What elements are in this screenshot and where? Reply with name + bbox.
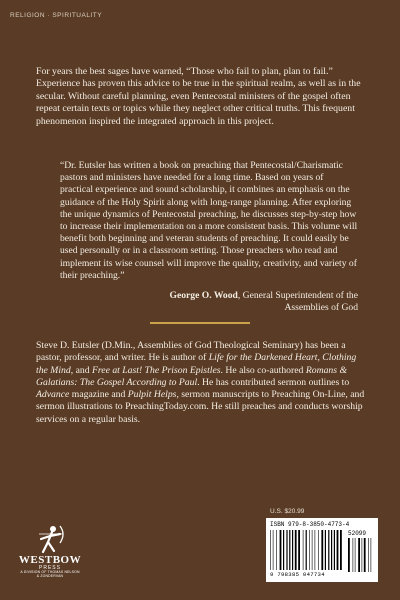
publisher-press: PRESS xyxy=(39,565,61,571)
barcode-bar xyxy=(328,530,329,570)
barcode-bar xyxy=(348,538,350,572)
barcode-bar xyxy=(306,530,307,570)
barcode-bar xyxy=(312,530,313,570)
author-bio xyxy=(36,340,366,426)
ean-barcode-bars xyxy=(270,530,344,570)
barcode-bar xyxy=(337,530,339,570)
section-divider xyxy=(150,322,250,324)
genre-label: RELIGION · SPIRITUALITY xyxy=(10,12,103,19)
barcode-bar xyxy=(318,530,319,570)
publisher-logo xyxy=(14,524,86,590)
barcode-bar xyxy=(286,530,287,570)
barcode-bar xyxy=(353,538,354,572)
intro-paragraph: For years the best sages have warned, “Those who fail to plan, plan to fail.” Experience has proven this advice to be true in the spiritual realm, as well as in the secular. Without careful planning, even Pentecostal ministers of the gospel often repeat certain texts or topics while they neglect other critical truths. This frequent phenomenon inspired the integrated approach in this project. xyxy=(36,66,361,127)
bio-book-2: Free at Last! The Prison Epistles xyxy=(91,364,221,376)
bio-text-1: Steve D. Eutsler (D.Min., Assemblies of God Theological Seminary) has been a pastor, professor, and writer. He is author of xyxy=(36,340,346,364)
isbn-text: ISBN 979-8-3850-4773-4 xyxy=(270,521,350,528)
bio-text-5: magazine and xyxy=(69,389,128,401)
publisher-tagline-1: A DIVISION OF THOMAS NELSON xyxy=(20,570,80,575)
endorser-name: George O. Wood xyxy=(169,290,238,301)
barcode-bar xyxy=(334,530,335,570)
addon-barcode-bars xyxy=(348,538,374,572)
publisher-tagline-2: & ZONDERVAN xyxy=(36,574,64,579)
barcode-bar xyxy=(295,530,297,570)
barcode-bar xyxy=(298,530,300,570)
archer-icon xyxy=(33,524,67,556)
endorsement-attribution xyxy=(60,290,358,314)
barcode-bar xyxy=(309,530,310,570)
endorser-title-2: Assemblies of God xyxy=(284,302,358,313)
bio-text-6: , sermon manuscripts to Preaching On-Line, and sermon illustrations to PreachingToday.com. He still preaches and conducts worship services on a regular basis. xyxy=(36,389,365,425)
barcode-bar xyxy=(315,530,316,570)
bio-magazine-1: Advance xyxy=(36,389,70,401)
endorser-title-1: , General Superintendent of the xyxy=(237,290,358,301)
barcode-digits: 9 798385 047734 xyxy=(270,571,325,578)
barcode-bar xyxy=(358,538,360,572)
barcode-bar xyxy=(283,530,284,570)
addon-digits: 52099 xyxy=(348,530,367,537)
barcode-bar xyxy=(289,530,290,570)
bio-text-2: , and xyxy=(70,364,92,376)
barcode-bar xyxy=(331,530,332,570)
bio-book-1: Life for the Darkened Heart, Clothing the Mind xyxy=(36,352,357,376)
barcode-bar xyxy=(364,538,366,572)
barcode-bar xyxy=(325,530,326,570)
barcode-bar xyxy=(371,538,372,572)
price-label: U.S. $20.99 xyxy=(270,508,305,515)
barcode-bar xyxy=(355,538,356,572)
barcode xyxy=(266,518,378,582)
barcode-bar xyxy=(303,530,304,570)
barcode-bar xyxy=(340,530,342,570)
publisher-name: WESTBOW xyxy=(18,554,82,566)
bio-book-3: Romans & Galatians: The Gospel According to Paul xyxy=(36,364,347,388)
bio-text-4: . He has contributed sermon outlines to xyxy=(197,376,350,388)
barcode-bar xyxy=(276,530,277,570)
barcode-bar xyxy=(321,530,323,570)
barcode-bar xyxy=(273,530,274,570)
barcode-bar xyxy=(292,530,293,570)
barcode-bar xyxy=(280,530,282,570)
bio-text-3: . He also co-authored xyxy=(220,364,306,376)
bio-magazine-2: Pulpit Helps xyxy=(127,389,177,401)
barcode-bar xyxy=(362,538,363,572)
barcode-bar xyxy=(270,530,271,570)
endorsement-quote: “Dr. Eutsler has written a book on preaching that Pentecostal/Charismatic pastors and ministers have needed for a long time. Based on years of practical experience and sound scholarship, it combines an emphasis on the guidance of the Holy Spirit along with long-range planning. After exploring the unique dynamics of Pentecostal preaching, he discusses step-by-step how to increase their implementation on a more consistent basis. This volume will benefit both beginning and veteran students of preaching. It could easily be used personally or in a classroom setting. Those preachers who read and implement its wise counsel will improve the quality, creativity, and variety of their preaching.” xyxy=(60,160,358,281)
barcode-bar xyxy=(368,538,369,572)
